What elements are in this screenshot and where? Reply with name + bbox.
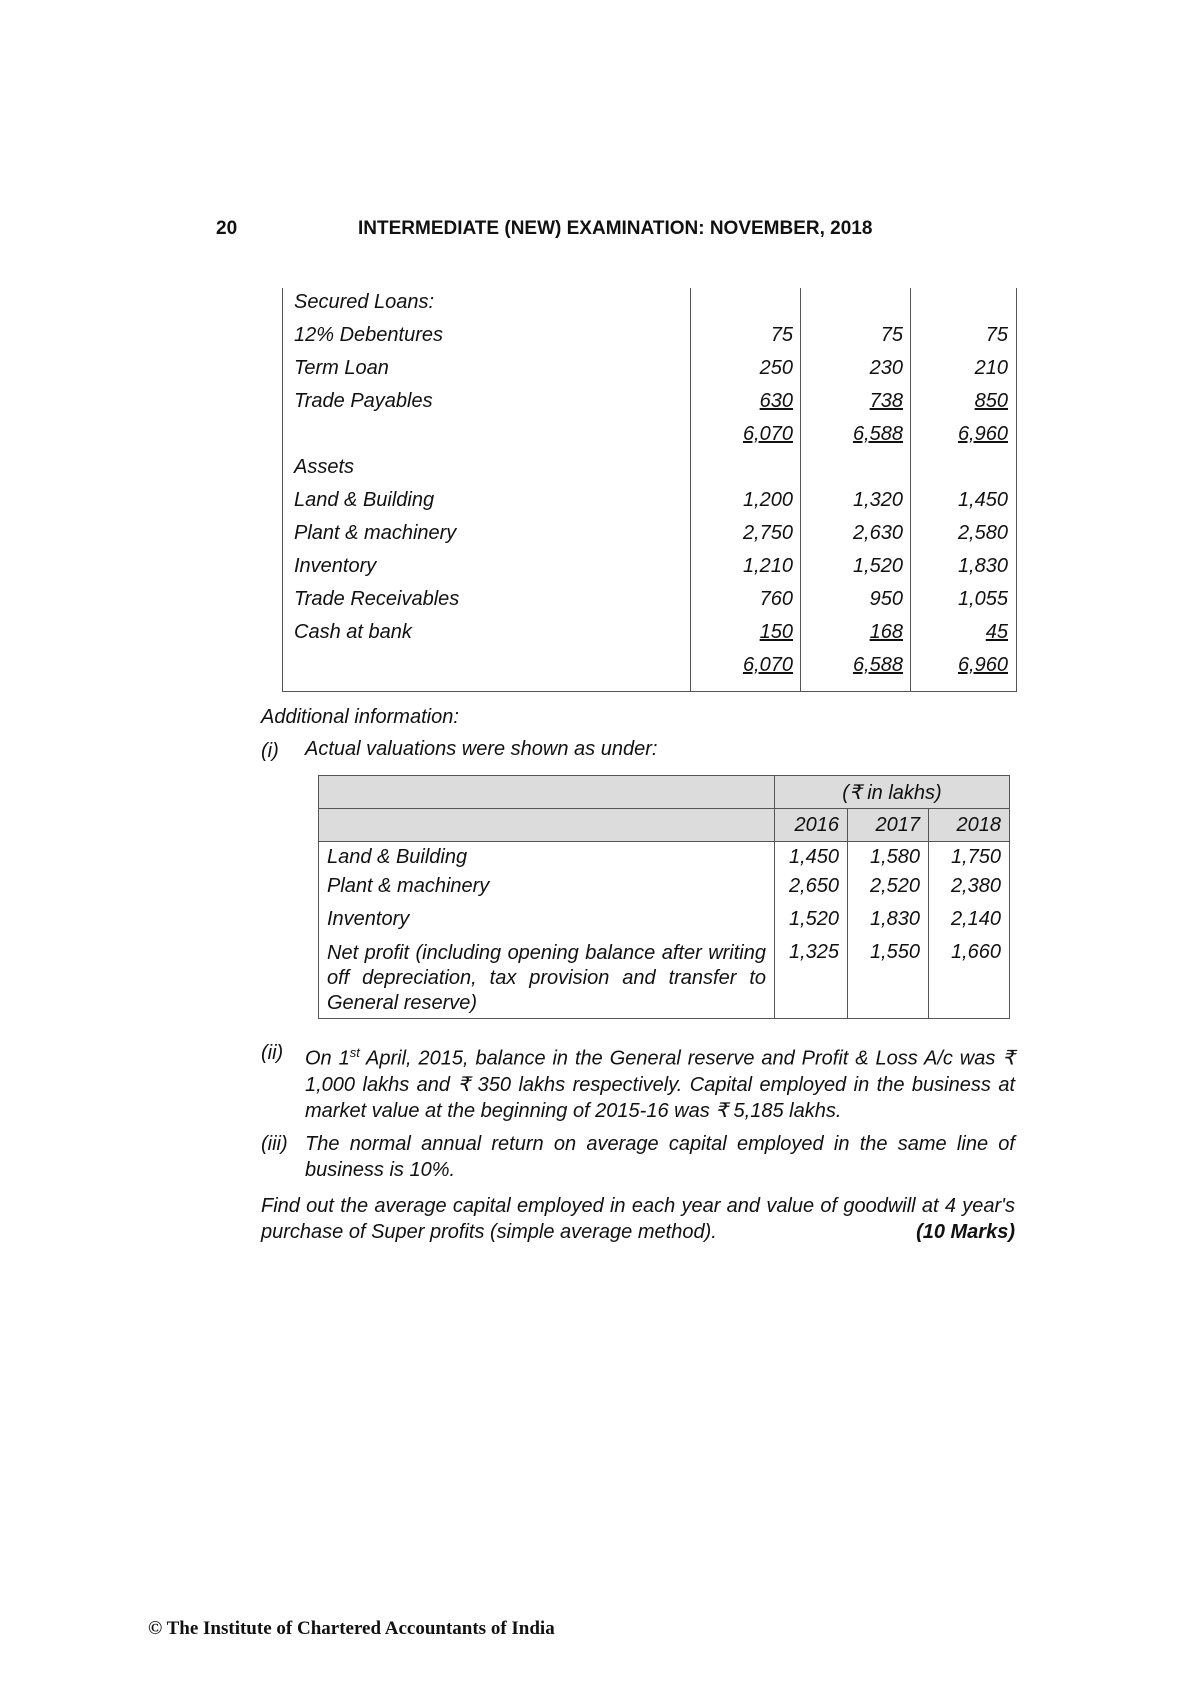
item-i-marker: (i): [261, 740, 279, 762]
value-2016: 1,325: [775, 941, 848, 1019]
total-2018: 6,960: [957, 654, 1008, 676]
row-label: Trade Receivables: [294, 588, 460, 610]
page-number: 20: [216, 218, 238, 239]
row-label: Assets: [294, 456, 355, 478]
value-2017: 2,630: [852, 522, 903, 544]
value-2018: 1,830: [957, 555, 1008, 577]
table-row: [283, 387, 1017, 420]
table-row: [283, 552, 1017, 585]
value-2016: 75: [770, 324, 793, 346]
valuation-table: [318, 775, 1010, 1019]
question-body: Find out the average capital employed in each year and value of goodwill at 4 year's purchase of Super profits (simple average method).: [261, 1195, 1015, 1243]
row-label: Secured Loans:: [294, 291, 435, 313]
value-2018: 1,450: [957, 489, 1008, 511]
table-row-total: [283, 651, 1017, 684]
item-ii-text-start: On 1: [305, 1047, 350, 1070]
value-2017: 230: [869, 357, 903, 379]
row-label: Trade Payables: [294, 390, 433, 412]
value-2016: 1,200: [742, 489, 793, 511]
value-2018: 1,660: [929, 941, 1010, 1019]
value-2017: 1,520: [852, 555, 903, 577]
value-2018: 2,140: [929, 908, 1010, 941]
value-2016: 760: [759, 588, 793, 610]
value-2016: 1,210: [742, 555, 793, 577]
table-row: [319, 908, 1010, 941]
page-title: INTERMEDIATE (NEW) EXAMINATION: NOVEMBER, 2018: [358, 218, 873, 239]
value-2017: 1,580: [848, 842, 929, 875]
row-label: Inventory: [294, 555, 377, 577]
row-label: Land & Building: [319, 842, 775, 875]
value-2017: 950: [869, 588, 903, 610]
blank-cell: [319, 809, 775, 842]
value-2018: 2,580: [957, 522, 1008, 544]
value-2016: 250: [759, 357, 793, 379]
unit-label: (₹ in lakhs): [775, 776, 1010, 809]
value-2017: 1,830: [848, 908, 929, 941]
value-2017: 168: [869, 621, 903, 643]
value-2017: 1,550: [848, 941, 929, 1019]
year-2017: 2017: [848, 809, 929, 842]
table-row: [319, 875, 1010, 908]
value-2018: 45: [985, 621, 1008, 643]
total-2017: 6,588: [852, 423, 903, 445]
table-row: [283, 585, 1017, 618]
additional-info-heading: Additional information:: [261, 706, 459, 728]
table-row: [283, 288, 1017, 321]
year-2018: 2018: [929, 809, 1010, 842]
table-row: [283, 618, 1017, 651]
item-ii-text: [305, 1040, 1015, 1124]
value-2016: 2,650: [775, 875, 848, 908]
value-2016: 1,450: [775, 842, 848, 875]
value-2017: 738: [869, 390, 903, 412]
table-row: [283, 486, 1017, 519]
table-row: [319, 941, 1010, 1019]
balance-sheet-table: [282, 288, 1017, 692]
value-2017: 2,520: [848, 875, 929, 908]
blank-cell: [319, 776, 775, 809]
row-label: Plant & machinery: [294, 522, 457, 544]
total-2016: 6,070: [742, 654, 793, 676]
total-2018: 6,960: [957, 423, 1008, 445]
row-label: Plant & machinery: [319, 875, 775, 908]
table-row: [283, 453, 1017, 486]
value-2017: 75: [880, 324, 903, 346]
value-2016: 2,750: [742, 522, 793, 544]
table-row: [283, 321, 1017, 354]
value-2016: 630: [759, 390, 793, 412]
value-2016: 1,520: [775, 908, 848, 941]
value-2018: 850: [974, 390, 1008, 412]
total-2016: 6,070: [742, 423, 793, 445]
value-2018: 1,750: [929, 842, 1010, 875]
value-2018: 2,380: [929, 875, 1010, 908]
value-2018: 1,055: [957, 588, 1008, 610]
row-label: Inventory: [319, 908, 775, 941]
item-iii-text: The normal annual return on average capital employed in the same line of business is 10%.: [305, 1133, 1015, 1181]
row-label: Term Loan: [294, 357, 389, 379]
row-label: Cash at bank: [294, 621, 412, 643]
value-2017: 1,320: [852, 489, 903, 511]
row-label: Net profit (including opening balance after writing off depreciation, tax provision and transfer to General reserve): [319, 941, 775, 1019]
footer-copyright: © The Institute of Chartered Accountants of India: [148, 1618, 555, 1639]
table-row: [283, 354, 1017, 387]
table-row: [319, 842, 1010, 875]
item-ii-superscript: st: [349, 1045, 360, 1060]
total-2017: 6,588: [852, 654, 903, 676]
table-row-total: [283, 420, 1017, 453]
table-row: [283, 519, 1017, 552]
value-2018: 75: [985, 324, 1008, 346]
item-iii-marker: (iii): [261, 1133, 288, 1155]
marks-label: (10 Marks): [916, 1221, 1015, 1243]
item-ii-marker: (ii): [261, 1042, 284, 1064]
item-ii-text-rest: April, 2015, balance in the General reserve and Profit & Loss A/c was ₹ 1,000 lakhs and ₹ 350 lakhs respectively. Capital employed in the business at market value at the beginning of 2015-16 was ₹ 5,185 lakhs.: [305, 1047, 1016, 1122]
value-2018: 210: [974, 357, 1008, 379]
item-i-text: Actual valuations were shown as under:: [305, 738, 658, 760]
row-label: 12% Debentures: [294, 324, 443, 346]
year-2016: 2016: [775, 809, 848, 842]
value-2016: 150: [759, 621, 793, 643]
row-label: Land & Building: [294, 489, 435, 511]
